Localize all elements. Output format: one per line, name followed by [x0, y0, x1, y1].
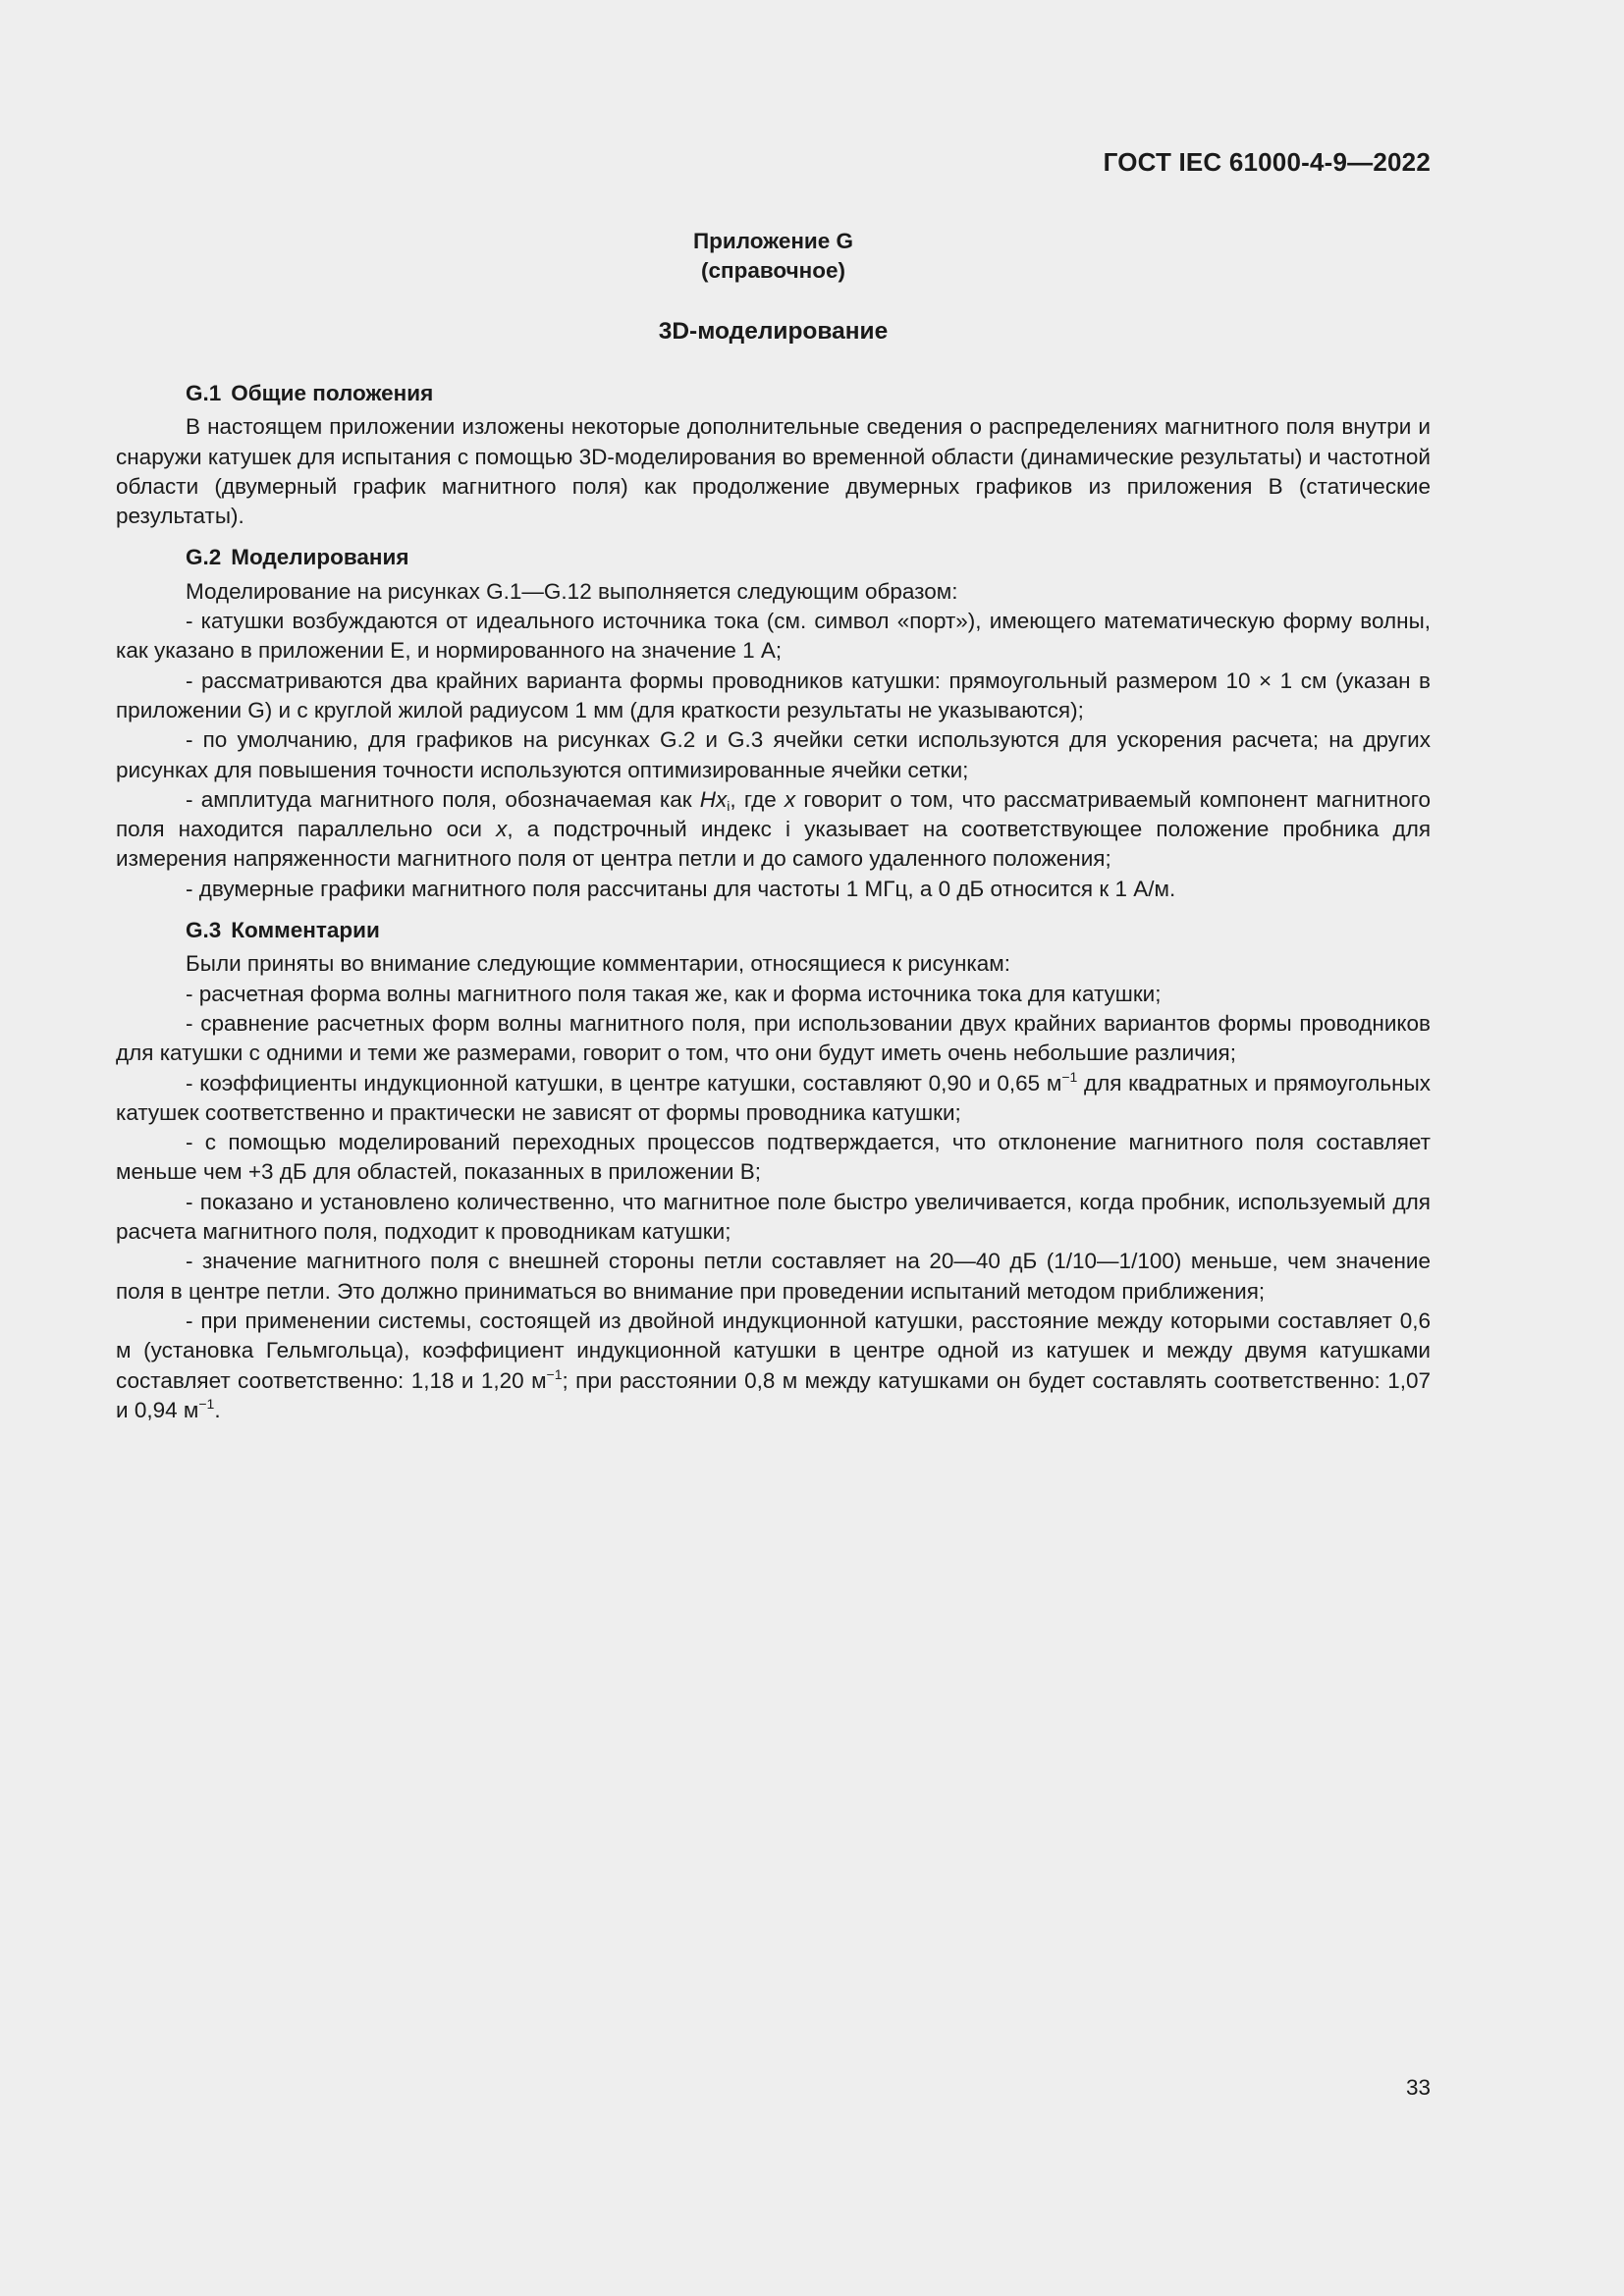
paragraph: В настоящем приложении изложены некоторые дополнительные сведения о распределениях магнитного поля внутри и снаружи катушек для испытания с помощью 3D-моделирования во временной области (динамические результаты) и частотной области (двумерный график магнитного поля) как продолжение двумерных графиков из приложения B (статические результаты).	[116, 414, 1431, 529]
list-item: - значение магнитного поля с внешней стороны петли составляет на 20—40 дБ (1/10—1/100) меньше, чем значение поля в центре петли. Это должно приниматься во внимание при проведении испытаний методом приближения;	[116, 1249, 1431, 1304]
paragraph: Моделирование на рисунках G.1—G.12 выполняется следующим образом:	[186, 578, 958, 604]
section-number: G.3	[186, 918, 222, 943]
list-item: - по умолчанию, для графиков на рисунках G.2 и G.3 ячейки сетки используются для ускорения расчета; на других рисунках для повышения точности используются оптимизированные ячейки сетки;	[116, 727, 1431, 782]
list-item: - рассматриваются два крайних варианта формы проводников катушки: прямоугольный размером 10 × 1 см (указан в приложении G) и с круглой жилой радиусом 1 мм (для краткости результаты не указываются);	[116, 667, 1431, 722]
document-body	[116, 379, 1431, 1425]
section-heading-text: Комментарии	[231, 918, 380, 943]
appendix-subtitle: (справочное)	[701, 258, 845, 283]
section-heading-g2	[116, 543, 1431, 572]
section-number: G.1	[186, 381, 222, 405]
list-item-coefficients: - коэффициенты индукционной катушки, в центре катушки, составляют 0,90 и 0,65 $м^{-1}$ для квадратных и прямоугольных катушек соответственно и практически не зависят от формы проводника катушки;	[116, 1068, 1431, 1125]
list-item: - катушки возбуждаются от идеального источника тока (см. символ «порт»), имеющего математическую форму волны, как указано в приложении E, и нормированного на значение 1 А;	[116, 609, 1431, 664]
list-item: - показано и установлено количественно, что магнитное поле быстро увеличивается, когда пробник, используемый для расчета магнитного поля, подходит к проводникам катушки;	[116, 1189, 1431, 1245]
document-code: ГОСТ IEC 61000-4-9—2022	[1103, 147, 1431, 177]
page-number: 33	[1405, 2075, 1431, 2100]
section-heading-text: Моделирования	[231, 545, 409, 570]
list-item: - расчетная форма волны магнитного поля такая же, как и форма источника тока для катушки;	[186, 981, 1162, 1006]
list-item-amplitude: - амплитуда магнитного поля, обозначаемая как $Hx_i$, где x говорит о том, что рассматриваемый компонент магнитного поля находится параллельно оси x, а подстрочный индекс i указывает на соответствующее положение пробника для измерения напряженности магнитного поля от центра петли и до самого удаленного положения;	[116, 786, 1432, 872]
list-item: - с помощью моделирований переходных процессов подтверждается, что отклонение магнитного поля составляет меньше чем +3 дБ для областей, показанных в приложении B;	[116, 1130, 1431, 1185]
list-item: - двумерные графики магнитного поля рассчитаны для частоты 1 МГц, а 0 дБ относится к 1 А/м.	[186, 876, 1176, 901]
paragraph: Были приняты во внимание следующие комментарии, относящиеся к рисункам:	[186, 951, 1010, 977]
appendix-title: Приложение G	[692, 229, 854, 253]
section-heading-text: Общие положения	[231, 381, 434, 405]
section-heading-g1	[116, 379, 1431, 408]
section-heading-g3	[116, 916, 1431, 945]
list-item: - сравнение расчетных форм волны магнитного поля, при использовании двух крайних вариантов формы проводников для катушки с одними и теми же размерами, говорит о том, что они будут иметь очень небольшие различия;	[116, 1010, 1431, 1066]
section-number: G.2	[186, 545, 222, 570]
section-title: 3D-моделирование	[658, 318, 889, 345]
list-item-helmholtz: - при применении системы, состоящей из двойной индукционной катушки, расстояние между которыми составляет 0,6 м (установка Гельмгольца), коэффициент индукционной катушки в центре одной из катушек и между двумя катушками составляет соответственно: 1,18 и 1,20 $м^{-1}$; при расстоянии 0,8 м между катушками он будет составлять соответственно: 1,07 и 0,94 $м^{-1}$.	[116, 1308, 1432, 1422]
appendix-heading	[116, 227, 1431, 286]
